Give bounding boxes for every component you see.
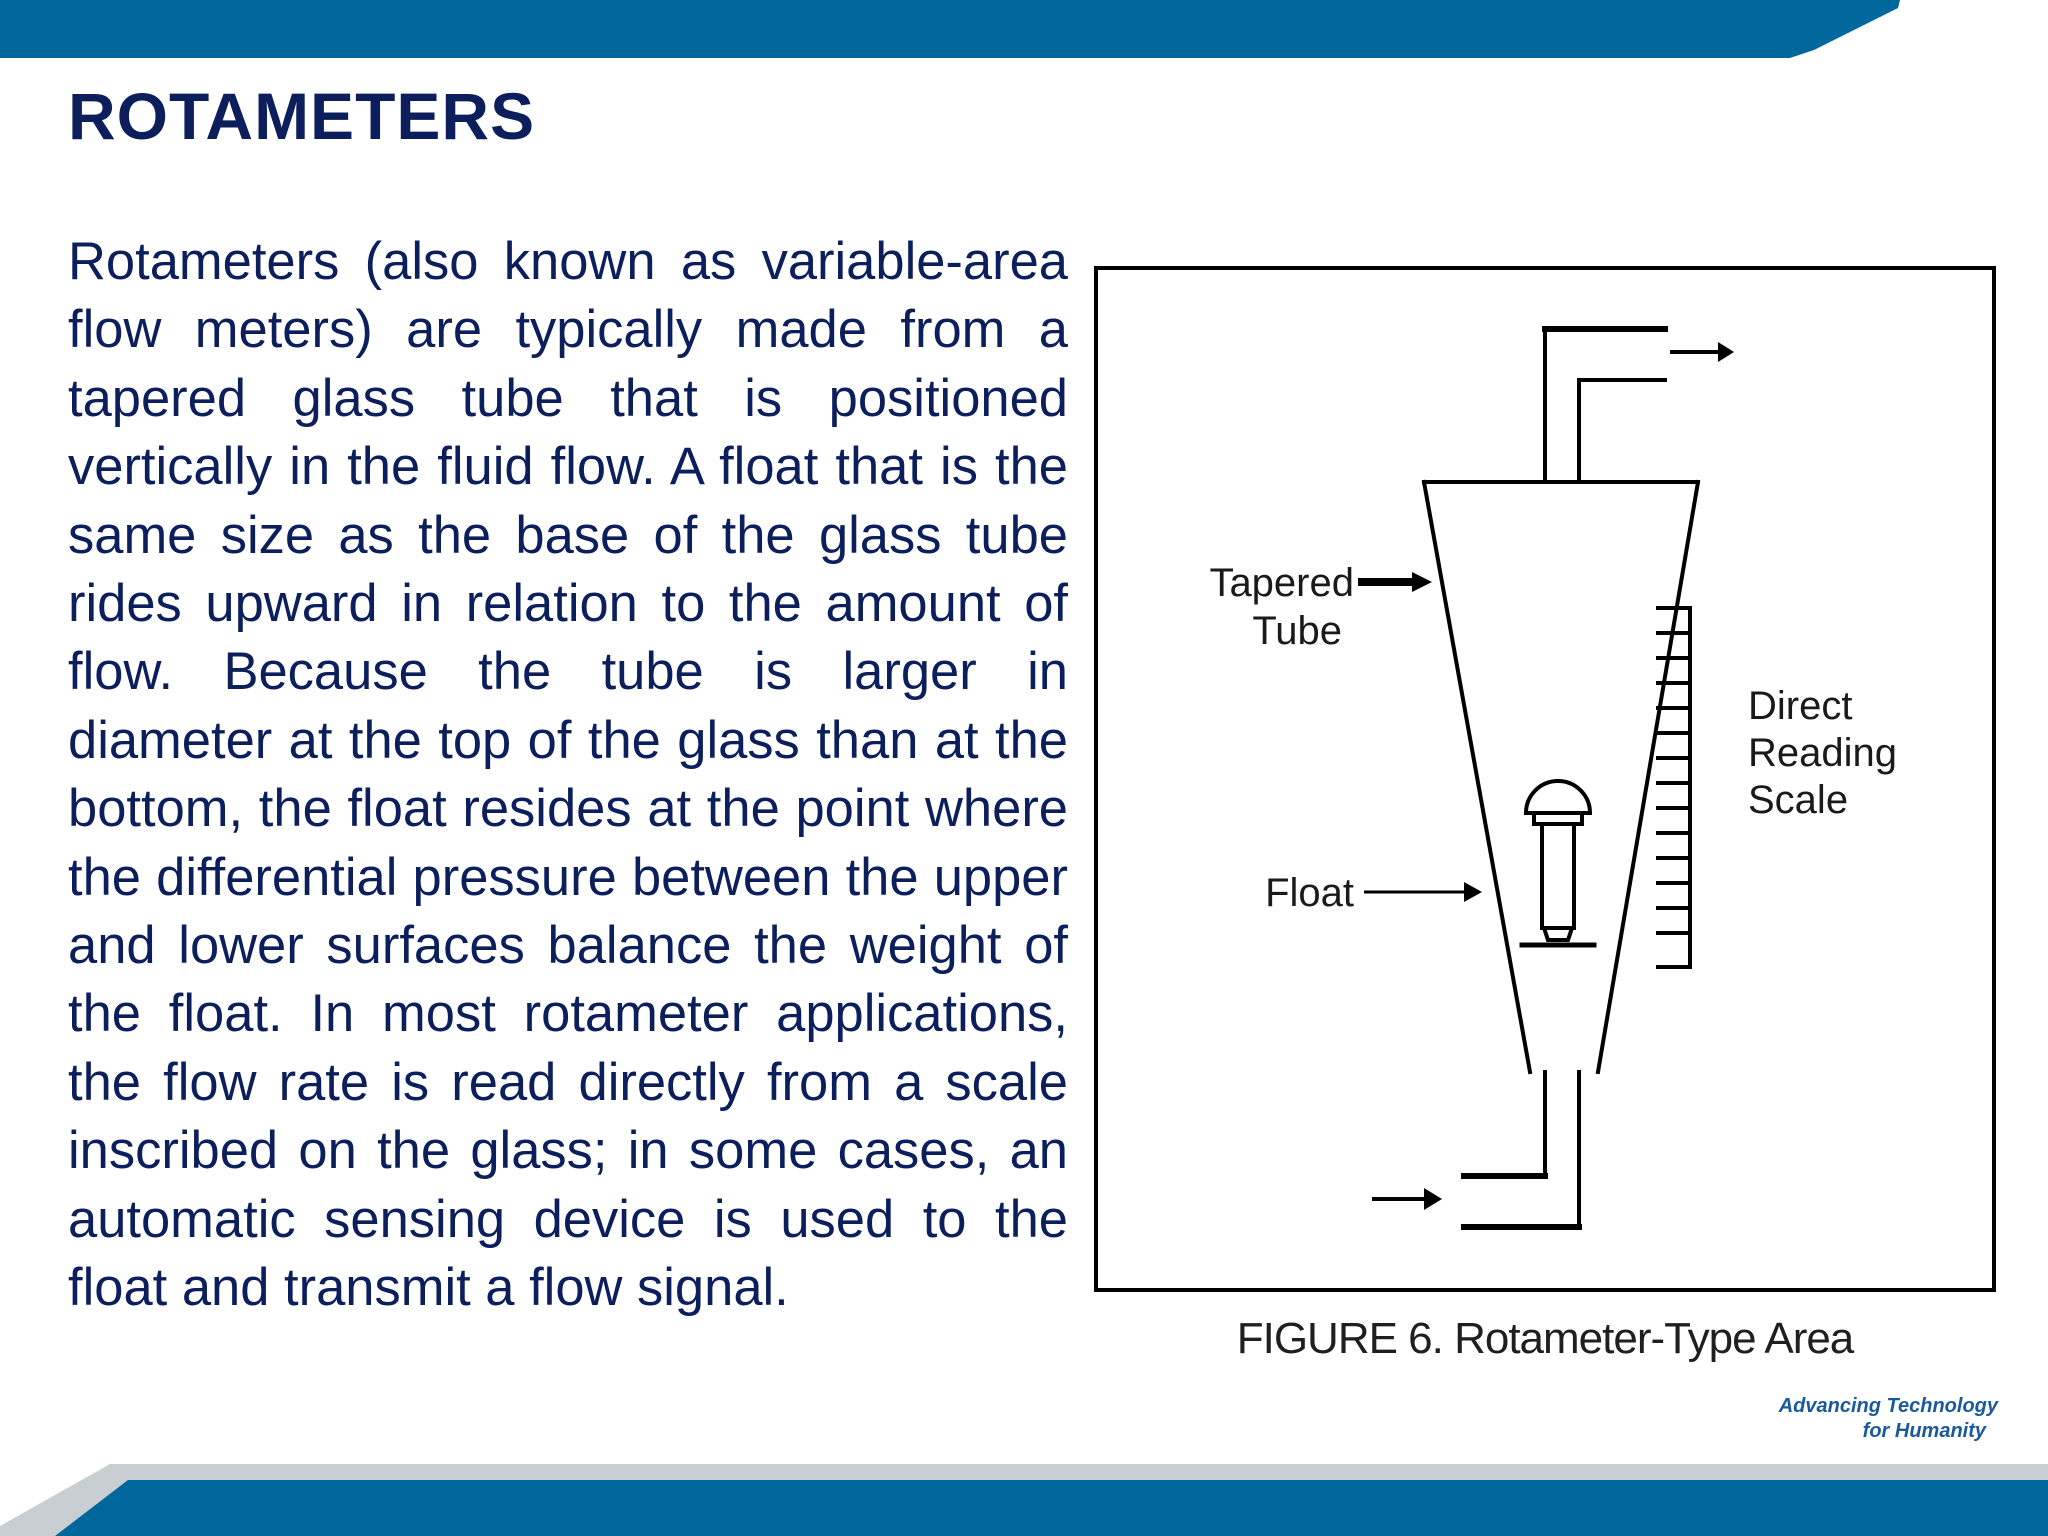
float-label: Float bbox=[1265, 871, 1354, 915]
direct-reading-scale bbox=[1658, 608, 1690, 967]
tapered-tube bbox=[1424, 482, 1698, 1072]
figure-caption: FIGURE 6. Rotameter-Type Area bbox=[1236, 1314, 1854, 1363]
scale-label-line3: Scale bbox=[1748, 778, 1849, 822]
inlet-arrow-icon bbox=[1372, 1188, 1442, 1210]
rotameter-diagram bbox=[1098, 270, 1992, 1288]
outlet-arrow-icon bbox=[1670, 342, 1734, 362]
scale-label-line2: Reading bbox=[1748, 731, 1898, 775]
tagline-line1: Advancing Technology bbox=[1778, 1395, 1998, 1417]
inlet-pipe bbox=[1464, 1072, 1579, 1227]
tagline-line2: for Humanity bbox=[1862, 1420, 1986, 1442]
bottom-footer-band bbox=[0, 1456, 2048, 1536]
scale-label-line1: Direct bbox=[1748, 684, 1853, 728]
footer-tagline bbox=[1700, 1394, 1998, 1444]
float bbox=[1522, 781, 1594, 945]
float-arrow-icon bbox=[1364, 882, 1482, 902]
tapered-tube-label-line1: Tapered bbox=[1209, 561, 1354, 605]
body-paragraph: Rotameters (also known as variable-area flow meters) are typically made from a tapered glass tube that is positioned vertically in the fluid flow. A float that is the same size as the base of the glass tube rides upward in relation to the amount of flow. Because the tube is larger in diameter at the top of the glass than at the bottom, the float resides at the point where the differential pressure between the upper and lower surfaces balance the weight of the float. In most rotameter applications, the flow rate is read directly from a scale inscribed on the glass; in some cases, an automatic sensing device is used to the float and transmit a flow signal. bbox=[68, 232, 1068, 1318]
tapered-tube-arrow-icon bbox=[1358, 572, 1432, 592]
rotameter-figure bbox=[1094, 266, 1996, 1292]
top-header-band bbox=[0, 0, 2048, 62]
outlet-pipe bbox=[1545, 329, 1665, 482]
slide-title: ROTAMETERS bbox=[68, 79, 536, 153]
tapered-tube-label-line2: Tube bbox=[1252, 609, 1342, 653]
